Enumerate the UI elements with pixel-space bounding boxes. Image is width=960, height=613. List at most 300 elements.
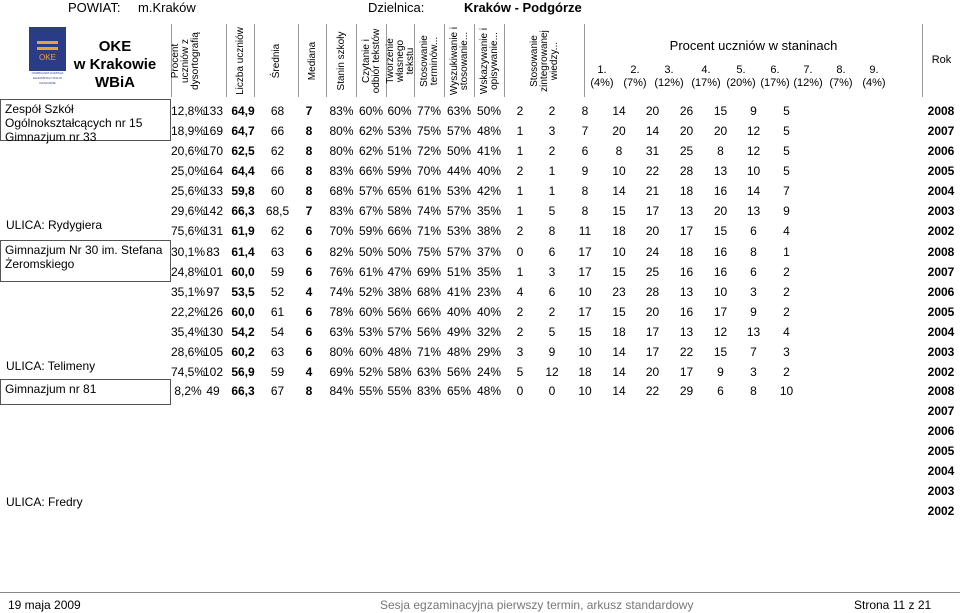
table-row: [171, 140, 922, 162]
table-cell: 8: [750, 384, 757, 398]
footer-session: Sesja egzaminacyjna pierwszy termin, arkusz standardowy: [380, 598, 694, 612]
column-header-8: [414, 24, 444, 97]
table-cell: 66,3: [231, 204, 255, 218]
rok-header: [922, 24, 960, 97]
table-cell: 31: [645, 144, 660, 158]
table-cell: [260, 460, 295, 482]
table-cell: 61%: [416, 184, 442, 198]
table-cell: 66: [270, 164, 285, 178]
table-cell: 5: [783, 164, 790, 178]
table-cell: 4: [783, 325, 790, 339]
table-cell: [226, 420, 260, 442]
table-cell: 8: [581, 184, 589, 198]
column-header-text-8: Stosowanie terminów...: [418, 34, 440, 87]
table-cell: 6: [305, 224, 313, 238]
table-cell: [260, 480, 295, 502]
table-cell: 102: [202, 365, 224, 379]
top-bar: [0, 0, 960, 18]
table-row: [171, 241, 922, 263]
table-cell: [357, 440, 385, 462]
column-header-11: [504, 24, 584, 97]
table-cell: [536, 440, 568, 462]
table-cell: 8: [581, 104, 589, 118]
table-cell: [536, 420, 568, 442]
table-cell: 28,6%: [171, 345, 206, 359]
table-cell: 60,0: [231, 265, 255, 279]
table-cell: 16: [713, 245, 728, 259]
table-cell: 2: [783, 265, 790, 279]
table-cell: [326, 440, 357, 462]
stanin-header-2: 2. (7%): [623, 64, 647, 89]
table-cell: 74%: [329, 285, 354, 299]
table-cell: [536, 400, 568, 422]
table-cell: [199, 500, 227, 522]
table-cell: 56%: [416, 325, 442, 339]
table-cell: 49%: [446, 325, 472, 339]
table-cell: [704, 480, 737, 502]
table-cell: 32%: [476, 325, 502, 339]
table-cell: 9: [717, 365, 724, 379]
table-row: [171, 321, 922, 343]
column-header-text-4: Mediana: [306, 41, 318, 80]
table-cell: [602, 500, 636, 522]
table-cell: 15: [612, 265, 626, 279]
table-cell: 63%: [446, 104, 472, 118]
table-cell: 3: [783, 345, 790, 359]
table-cell: [770, 400, 803, 422]
table-cell: 7: [305, 204, 313, 218]
table-cell: 6: [717, 384, 724, 398]
school-street: ULICA: Telimeny: [6, 359, 96, 373]
table-cell: 82%: [329, 245, 354, 259]
table-cell: 50%: [387, 245, 412, 259]
table-cell: 68: [270, 104, 285, 118]
table-cell: 38%: [476, 224, 502, 238]
table-cell: [474, 500, 504, 522]
table-cell: [770, 500, 803, 522]
oke-title-line-1: OKE: [98, 38, 132, 55]
table-cell: 53%: [446, 224, 472, 238]
table-cell: 12: [545, 365, 559, 379]
table-cell: [444, 480, 474, 502]
table-cell: 8: [615, 144, 623, 158]
table-cell: [770, 420, 803, 442]
table-cell: 57%: [446, 245, 472, 259]
table-cell: [474, 400, 504, 422]
table-cell: 68%: [329, 184, 354, 198]
table-cell: 57%: [446, 124, 472, 138]
table-cell: [385, 460, 414, 482]
table-row: [171, 380, 922, 402]
table-cell: 29%: [476, 345, 502, 359]
table-cell: 41%: [476, 144, 502, 158]
table-cell: [704, 420, 737, 442]
table-cell: 70%: [329, 224, 354, 238]
table-cell: 35,4%: [171, 325, 206, 339]
table-cell: [737, 460, 770, 482]
table-cell: [385, 440, 414, 462]
column-header-text-11: Stosowanie zintegrowanej wiedzy...: [528, 29, 560, 92]
table-cell: [504, 440, 536, 462]
table-cell: 2: [783, 305, 790, 319]
school-street: ULICA: Rydygiera: [6, 218, 103, 232]
table-cell: 26: [679, 104, 694, 118]
table-cell: 5: [516, 365, 524, 379]
table-cell: 20: [612, 124, 626, 138]
table-cell: [295, 500, 323, 522]
table-cell: [226, 460, 260, 482]
table-cell: [504, 400, 536, 422]
table-cell: 75,6%: [171, 224, 206, 238]
table-cell: [199, 480, 227, 502]
column-header-text-1: Procent uczniów z dysortografią: [169, 31, 201, 90]
table-cell: [669, 480, 704, 502]
stanin-header-8: 8. (7%): [829, 64, 853, 89]
table-cell: 2: [548, 144, 556, 158]
table-cell: 13: [679, 285, 694, 299]
table-cell: 2: [548, 104, 556, 118]
table-cell: 1: [516, 265, 524, 279]
table-cell: 20: [713, 204, 728, 218]
table-cell: 63: [270, 245, 285, 259]
table-row: [171, 120, 922, 142]
table-cell: [568, 460, 602, 482]
table-cell: 28: [679, 164, 694, 178]
table-cell: 4: [305, 285, 313, 299]
oke-title-line-3: WBiA: [95, 74, 135, 91]
table-cell: 64,7: [231, 124, 255, 138]
table-cell: 59: [270, 265, 285, 279]
powiat-label: POWIAT:: [68, 0, 121, 15]
table-cell: 80%: [329, 124, 354, 138]
table-cell: 77%: [416, 104, 442, 118]
table-cell: 2: [516, 164, 524, 178]
table-cell: [602, 460, 636, 482]
table-cell: 97: [206, 285, 220, 299]
table-cell: 8: [305, 124, 313, 138]
table-cell: [444, 400, 474, 422]
table-cell: 14: [612, 384, 626, 398]
table-cell: 8: [750, 245, 757, 259]
table-cell: [770, 480, 803, 502]
table-cell: [568, 440, 602, 462]
year-cell: 2004: [927, 325, 955, 339]
stanin-header-6: 6. (17%): [760, 64, 790, 89]
table-row: [171, 200, 922, 222]
table-cell: [295, 440, 323, 462]
table-cell: 7: [581, 124, 589, 138]
table-cell: 83%: [416, 384, 442, 398]
table-cell: 83: [206, 245, 220, 259]
oke-emblem-icon: [35, 37, 60, 62]
table-cell: 8: [305, 164, 313, 178]
table-cell: 25: [679, 144, 694, 158]
table-cell: 10: [612, 164, 626, 178]
table-cell: [357, 420, 385, 442]
table-cell: 9: [548, 345, 556, 359]
table-cell: [199, 440, 227, 462]
table-cell: 63: [270, 345, 285, 359]
year-cell: 2008: [927, 384, 955, 398]
table-cell: [385, 400, 414, 422]
table-cell: 9: [783, 204, 790, 218]
table-cell: 41%: [446, 285, 472, 299]
footer-page: Strona 11 z 21: [854, 598, 932, 612]
table-cell: 37%: [476, 245, 502, 259]
table-cell: 54: [270, 325, 285, 339]
table-cell: 6: [305, 345, 313, 359]
table-cell: 53%: [358, 325, 384, 339]
table-cell: [602, 480, 636, 502]
table-cell: 67%: [358, 204, 384, 218]
table-cell: 18: [612, 224, 626, 238]
table-cell: [636, 480, 669, 502]
table-cell: 16: [713, 184, 728, 198]
logo-ribbon: OKRĘGOWA KOMISJA EGZAMINACYJNA W KRAKOWIE: [29, 71, 66, 93]
table-cell: 14: [612, 184, 626, 198]
table-cell: 52: [270, 285, 285, 299]
table-cell: 50%: [358, 245, 384, 259]
column-header-9: [444, 24, 474, 97]
table-cell: 66%: [387, 224, 412, 238]
table-cell: [260, 400, 295, 422]
oke-logo: [29, 27, 66, 93]
table-cell: 38%: [387, 285, 412, 299]
table-cell: 170: [202, 144, 224, 158]
year-cell: 2006: [927, 285, 955, 299]
table-cell: [357, 500, 385, 522]
table-cell: 18,9%: [171, 124, 206, 138]
table-cell: 169: [202, 124, 224, 138]
table-cell: 70%: [416, 164, 442, 178]
table-cell: 4: [305, 365, 313, 379]
stanin-header: [584, 24, 922, 97]
table-cell: 10: [578, 285, 592, 299]
table-cell: 5: [783, 104, 790, 118]
table-cell: 21: [645, 184, 660, 198]
table-cell: 16: [679, 265, 694, 279]
column-header-6: [356, 24, 386, 97]
table-cell: 8,2%: [174, 384, 202, 398]
table-cell: 15: [713, 224, 728, 238]
table-cell: 0: [516, 384, 524, 398]
table-cell: [737, 420, 770, 442]
table-cell: 14: [612, 104, 626, 118]
year-cell: 2006: [927, 144, 955, 158]
column-header-7: [386, 24, 414, 97]
table-cell: [536, 500, 568, 522]
table-cell: 17: [578, 265, 592, 279]
table-cell: 53,5: [231, 285, 255, 299]
dzielnica-value: Kraków - Podgórze: [464, 0, 582, 15]
table-cell: 63%: [416, 365, 442, 379]
table-cell: 48%: [476, 384, 502, 398]
table-cell: [295, 400, 323, 422]
year-cell: 2002: [927, 504, 955, 518]
table-cell: [474, 460, 504, 482]
table-cell: 11: [578, 224, 592, 238]
table-cell: [636, 500, 669, 522]
table-cell: [704, 440, 737, 462]
table-cell: [669, 400, 704, 422]
table-cell: 0: [516, 245, 524, 259]
table-cell: 17: [713, 305, 728, 319]
dzielnica-label: Dzielnica:: [368, 0, 425, 15]
table-cell: [737, 440, 770, 462]
stanin-header-3: 3. (12%): [654, 64, 684, 89]
table-cell: 57%: [387, 325, 412, 339]
table-cell: [357, 400, 385, 422]
table-cell: [636, 440, 669, 462]
table-cell: 15: [612, 204, 626, 218]
school-name: Gimnazjum Nr 30 im. Stefana Żeromskiego: [0, 240, 171, 282]
table-cell: 53%: [387, 124, 412, 138]
table-cell: 56,9: [231, 365, 255, 379]
table-cell: [602, 400, 636, 422]
school-name: Zespół Szkół Ogólnokształcących nr 15 Gimnazjum nr 33: [0, 99, 171, 141]
table-cell: [326, 460, 357, 482]
table-cell: [669, 460, 704, 482]
table-cell: 9: [581, 164, 589, 178]
table-cell: 40%: [446, 305, 472, 319]
table-cell: 60: [270, 184, 285, 198]
table-cell: 74,5%: [171, 365, 206, 379]
table-cell: 3: [548, 265, 556, 279]
table-cell: 83%: [329, 164, 354, 178]
table-cell: 17: [645, 345, 660, 359]
year-cell: 2002: [927, 365, 955, 379]
table-cell: 35%: [476, 265, 502, 279]
table-cell: 65%: [387, 184, 412, 198]
table-cell: 57%: [446, 204, 472, 218]
table-cell: [385, 480, 414, 502]
column-header-text-3: Średnia: [270, 43, 282, 78]
table-cell: 60,0: [231, 305, 255, 319]
table-cell: [414, 460, 444, 482]
table-cell: 56%: [446, 365, 472, 379]
table-cell: 126: [202, 305, 224, 319]
table-cell: 50%: [446, 144, 472, 158]
table-row: [171, 220, 922, 242]
table-cell: 1: [516, 204, 524, 218]
table-cell: 1: [548, 164, 556, 178]
powiat-value: m.Kraków: [138, 0, 196, 15]
table-cell: 22: [645, 384, 660, 398]
table-cell: 64,4: [231, 164, 255, 178]
table-cell: [504, 420, 536, 442]
table-cell: 61,4: [231, 245, 255, 259]
column-header-1: [171, 24, 199, 97]
table-row: [171, 440, 922, 462]
table-header: [0, 24, 960, 97]
table-cell: [669, 500, 704, 522]
table-cell: [385, 420, 414, 442]
table-cell: 16: [713, 265, 728, 279]
stanin-header-7: 7. (12%): [793, 64, 823, 89]
table-row: [171, 281, 922, 303]
table-cell: 12: [746, 144, 761, 158]
column-header-text-6: Czytanie i odbiór tekstów: [360, 28, 382, 93]
table-cell: [226, 500, 260, 522]
table-row: [171, 400, 922, 422]
table-row: [171, 480, 922, 502]
table-cell: [295, 420, 323, 442]
table-cell: 65%: [446, 384, 472, 398]
table-cell: 68%: [416, 285, 442, 299]
table-cell: 20: [645, 104, 660, 118]
table-cell: 4: [516, 285, 524, 299]
table-cell: 17: [645, 204, 660, 218]
footer-date: 19 maja 2009: [8, 598, 81, 612]
table-cell: 14: [612, 365, 626, 379]
table-row: [171, 500, 922, 522]
table-cell: 59%: [387, 164, 412, 178]
table-row: [171, 341, 922, 363]
table-cell: 44%: [446, 164, 472, 178]
table-cell: 24: [645, 245, 660, 259]
table-cell: 59: [270, 365, 285, 379]
table-cell: 8: [305, 184, 313, 198]
table-cell: [636, 460, 669, 482]
table-cell: 55%: [387, 384, 412, 398]
column-header-2: [226, 24, 254, 97]
table-cell: 83%: [329, 204, 354, 218]
table-cell: 35%: [476, 204, 502, 218]
table-cell: 3: [516, 345, 524, 359]
table-cell: 20: [645, 224, 660, 238]
table-cell: 48%: [476, 124, 502, 138]
table-cell: 62: [270, 224, 285, 238]
table-cell: 17: [578, 305, 592, 319]
table-cell: 63%: [329, 325, 354, 339]
table-cell: [568, 500, 602, 522]
table-cell: 13: [746, 325, 761, 339]
table-cell: 25,0%: [171, 164, 206, 178]
table-cell: 64,9: [231, 104, 255, 118]
table-cell: [260, 420, 295, 442]
table-cell: 2: [516, 325, 524, 339]
table-cell: 84%: [329, 384, 354, 398]
table-cell: [474, 420, 504, 442]
year-cell: 2005: [927, 444, 955, 458]
table-cell: [737, 400, 770, 422]
table-cell: 9: [750, 305, 757, 319]
table-cell: 4: [783, 224, 790, 238]
table-cell: 17: [645, 325, 660, 339]
table-cell: [326, 500, 357, 522]
table-cell: [444, 440, 474, 462]
table-cell: [199, 420, 227, 442]
stanin-header-1: 1. (4%): [590, 64, 614, 89]
table-cell: 2: [548, 305, 556, 319]
table-cell: 0: [548, 384, 556, 398]
table-cell: 3: [750, 285, 757, 299]
table-cell: 9: [750, 104, 757, 118]
table-cell: 68,5: [265, 204, 290, 218]
table-cell: 18: [578, 365, 592, 379]
year-cell: 2004: [927, 184, 955, 198]
table-cell: 6: [750, 265, 757, 279]
table-cell: 75%: [416, 124, 442, 138]
year-cell: 2003: [927, 345, 955, 359]
table-cell: 62,5: [231, 144, 255, 158]
table-cell: [199, 460, 227, 482]
year-cell: 2008: [927, 104, 955, 118]
table-cell: [295, 460, 323, 482]
year-cell: 2008: [927, 245, 955, 259]
table-cell: [357, 480, 385, 502]
table-cell: 80%: [329, 345, 354, 359]
